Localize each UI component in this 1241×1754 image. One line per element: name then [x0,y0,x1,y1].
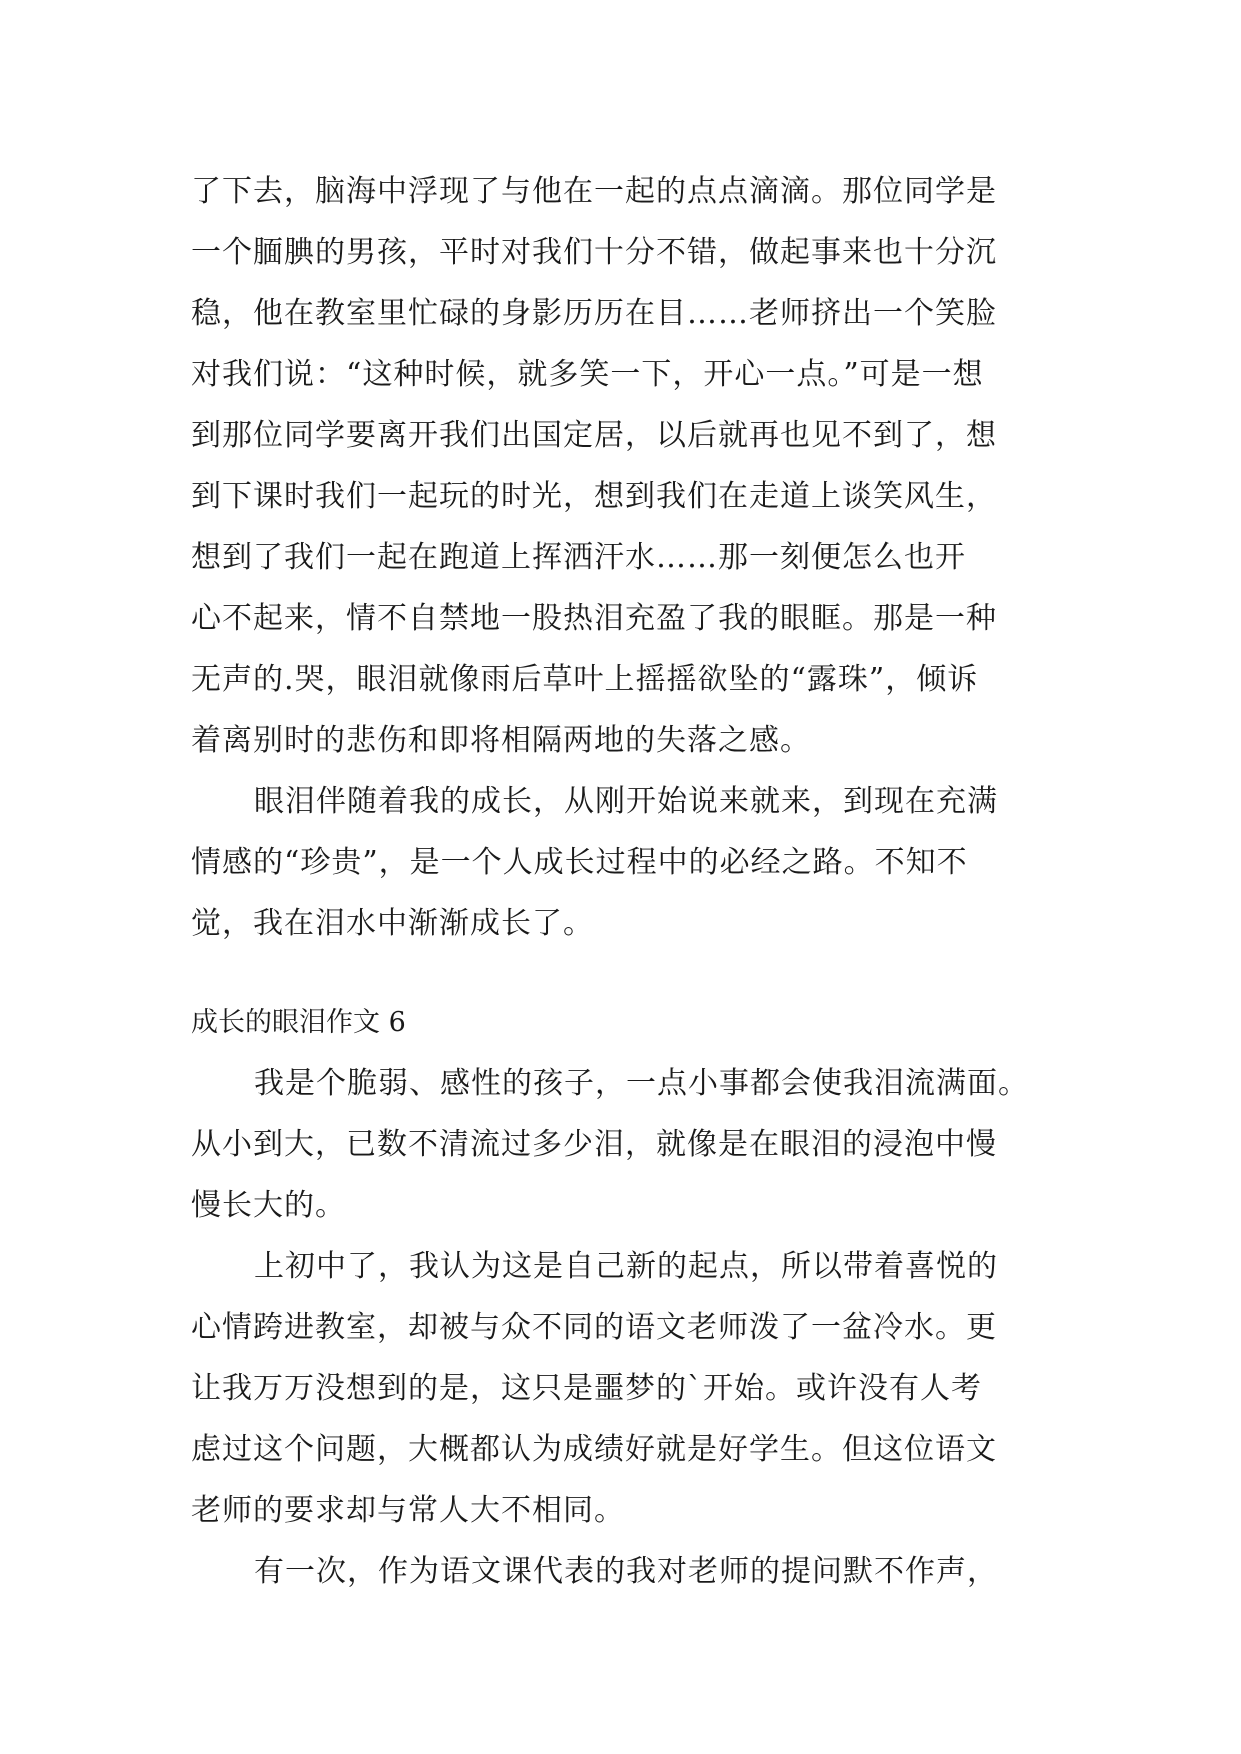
text-line: 虑过这个问题，大概都认为成绩好就是好学生。但这位语文 [191,1432,997,1467]
text-line: 有一次，作为语文课代表的我对老师的提问默不作声， [254,1554,998,1589]
text-line: 觉，我在泪水中渐渐成长了。 [191,906,594,941]
text-line: 情感的“珍贵”，是一个人成长过程中的必经之路。不知不 [191,845,968,880]
text-line: 老师的要求却与常人大不相同。 [191,1493,625,1528]
paragraph-2 [191,771,1051,954]
text-line: 了下去，脑海中浮现了与他在一起的点点滴滴。那位同学是 [191,174,997,209]
paragraph-5 [191,1541,1051,1602]
text-line: 着离别时的悲伤和即将相隔两地的失落之感。 [191,723,811,758]
text-line: 慢长大的。 [191,1188,346,1223]
text-line: 一个腼腆的男孩，平时对我们十分不错，做起事来也十分沉 [191,235,997,270]
text-line: 想到了我们一起在跑道上挥洒汗水……那一刻便怎么也开 [191,540,966,575]
text-line: 上初中了，我认为这是自己新的起点，所以带着喜悦的 [254,1249,998,1284]
text-line: 对我们说：“这种时候，就多笑一下，开心一点。”可是一想 [191,357,984,392]
paragraph-4 [191,1236,1051,1541]
section-heading: 成长的眼泪作文 6 [191,1007,406,1038]
paragraph-3 [191,1053,1051,1236]
text-line: 心情跨进教室，却被与众不同的语文老师泼了一盆冷水。更 [191,1310,997,1345]
paragraph-1 [191,161,1051,771]
text-line: 无声的.哭，眼泪就像雨后草叶上摇摇欲坠的“露珠”，倾诉 [191,662,979,697]
text-line: 稳，他在教室里忙碌的身影历历在目……老师挤出一个笑脸 [191,296,997,331]
text-line: 从小到大，已数不清流过多少泪，就像是在眼泪的浸泡中慢 [191,1127,997,1162]
text-line: 心不起来，情不自禁地一股热泪充盈了我的眼眶。那是一种 [191,601,997,636]
text-line: 让我万万没想到的是，这只是噩梦的`开始。或许没有人考 [191,1371,982,1406]
text-line: 我是个脆弱、感性的孩子，一点小事都会使我泪流满面。 [254,1066,1029,1101]
text-line: 到下课时我们一起玩的时光，想到我们在走道上谈笑风生， [191,479,997,514]
document-body [191,161,1051,1602]
text-line: 到那位同学要离开我们出国定居，以后就再也见不到了，想 [191,418,997,453]
text-line: 眼泪伴随着我的成长，从刚开始说来就来，到现在充满 [254,784,998,819]
